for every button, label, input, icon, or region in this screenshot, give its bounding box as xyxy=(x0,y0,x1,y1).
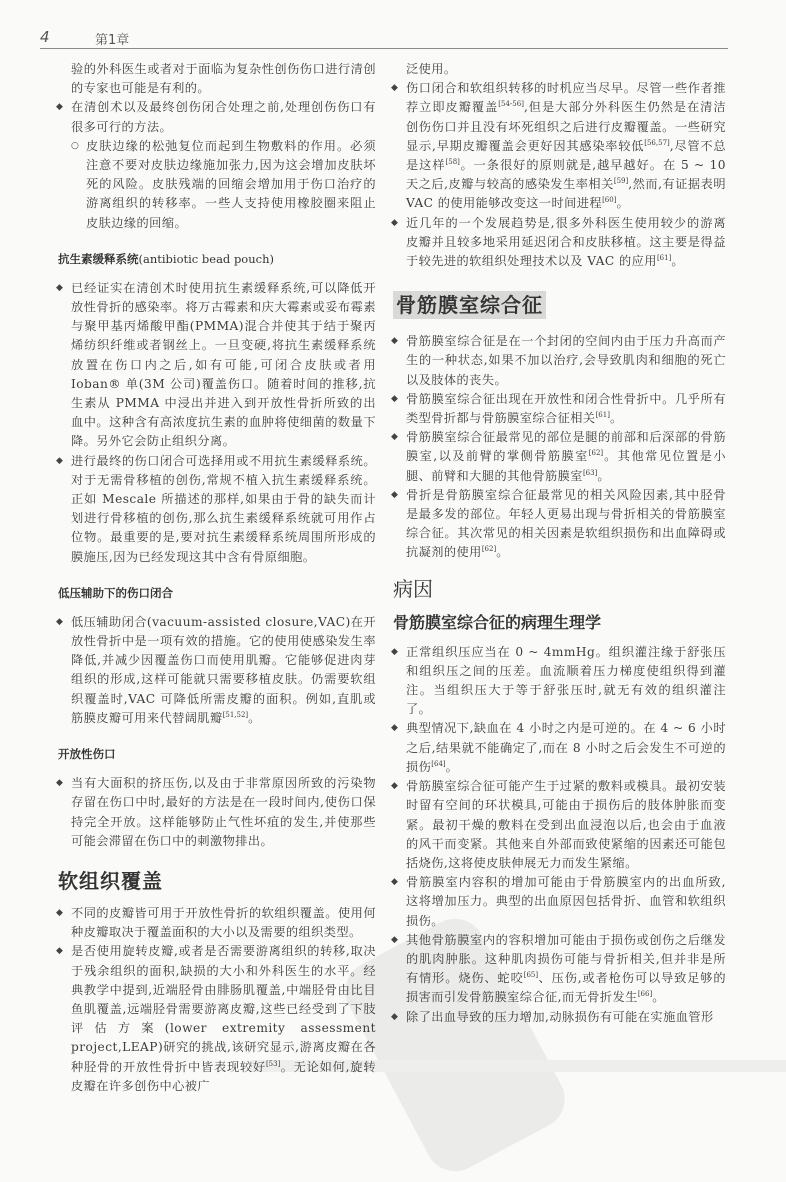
text: 。 xyxy=(616,196,630,211)
text: 典型情况下,缺血在 4 小时之内是可逆的。在 4 ~ 6 小时之后,结果就不能确定了,而在 8 小时之后会发生不可逆的损伤 xyxy=(406,721,726,774)
bullet-item xyxy=(393,390,726,428)
section-heading-cause: 病因 xyxy=(393,576,433,601)
text: ,然而,有证据表明 VAC 的使用能够改变这一时间进程 xyxy=(406,177,726,211)
text: 。 xyxy=(609,411,623,426)
citation: [60] xyxy=(602,196,617,205)
heading-english: (antibiotic bead pouch) xyxy=(138,251,274,266)
text: 伤口闭合和软组织转移的时机应当尽早。尽管一些作者推荐立即皮瓣覆盖 xyxy=(406,81,726,115)
text: 其他骨筋膜室内的容积增加可能由于损伤或创伤之后继发的肌肉肿胀。这种肌肉损伤可能与骨折相关,但并非是所有情形。烧伤、蛇咬 xyxy=(406,932,726,986)
running-header xyxy=(40,28,728,49)
citation: [53] xyxy=(265,1059,281,1068)
right-column xyxy=(393,60,726,1027)
paragraph: 泛使用。 xyxy=(406,62,457,76)
citation: [64] xyxy=(431,759,446,768)
page-number: 4 xyxy=(40,28,50,46)
text: 。 xyxy=(445,759,459,774)
subsection-heading: 骨筋膜室综合征的病理生理学 xyxy=(393,612,602,632)
citation: [63] xyxy=(582,468,598,477)
text: ,但是大部分外科医生仍然是在清洁创伤伤口并且没有坏死组织之后进行皮瓣覆盖。一些研究显示,早期皮瓣覆盖会更好因其感染率较低 xyxy=(406,100,726,153)
text: 。 xyxy=(248,710,261,725)
subsection-heading xyxy=(58,251,376,267)
bullet-item xyxy=(393,486,726,563)
subsection-heading: 低压辅助下的伤口闭合 xyxy=(58,585,173,600)
text: 。其他常见位置是小腿、前臂和大腿的其他骨筋膜室 xyxy=(406,449,726,483)
citation: [58] xyxy=(445,158,460,167)
citation: [51,52] xyxy=(222,710,249,719)
bullet-item xyxy=(393,214,726,272)
left-column xyxy=(58,60,376,1096)
bullet-item: ◆ 当有大面积的挤压伤,以及由于非常原因所致的污染物存留在伤口中时,最好的方法是在一段时间内,使伤口保持完全开放。这样能够防止气性坏疽的发生,并使那些可能会滞留在伤口中的刺激物排出。 xyxy=(58,774,376,851)
text: 近几年的一个发展趋势是,很多外科医生使用较少的游离皮瓣并且较多地采用延迟闭合和皮肤移植。这主要是得益于较先进的软组织处理技术以及 VAC 的应用 xyxy=(406,215,726,269)
bullet-item: ◆ 骨筋膜室综合征是在一个封闭的空间内由于压力升高而产生的一种状态,如果不加以治疗,会导致肌肉和细胞的死亡以及肢体的丧失。 xyxy=(393,332,726,390)
subsection-heading: 开放性伤口 xyxy=(58,747,116,762)
text: 骨折是骨筋膜室综合征最常见的相关风险因素,其中胫骨是最多发的部位。年轻人更易出现与骨折相关的骨筋膜室综合征。其次常见的相关因素是软组织损伤和出血障碍或抗凝剂的使用 xyxy=(406,487,726,560)
text: 低压辅助闭合(vacuum-assisted closure,VAC)在开放性骨折中是一项有效的措施。它的使用使感染发生率降低,并减少因覆盖伤口而使用肌瓣。它能够促进肉芽组织的形成,这样可能就只需要移植皮肤。仍需要软组织覆盖时,VAC 可降低所需皮瓣的面积。例如,直肌或筋膜皮瓣可用来代替阔肌瓣 xyxy=(71,614,376,725)
text: 。无论如何,旋转皮瓣在许多创伤中心被广 xyxy=(71,1059,376,1093)
bullet-item xyxy=(393,719,726,777)
text: 骨筋膜室综合征出现在开放性和闭合性骨折中。几乎所有类型骨折都与骨筋膜室综合征相关 xyxy=(406,391,726,426)
citation: [62] xyxy=(481,545,497,554)
chapter-label: 第1章 xyxy=(95,33,130,48)
citation: [61] xyxy=(595,411,610,420)
citation: [59] xyxy=(613,177,629,186)
citation: [61] xyxy=(656,254,672,263)
bullet-item: ◆ 已经证实在清创术时使用抗生素缓释系统,可以降低开放性骨折的感染率。将万古霉素和庆大霉素或妥布霉素与聚甲基丙烯酸甲酯(PMMA)混合并使其于结于聚丙烯纺织纤维或者钢丝上。一旦变硬,将抗生素缓释系统放置在伤口内之后,如有可能,可闭合皮肤或者用 Ioban® 单(3M 公司)覆盖伤口。随着时间的推移,抗生素从 PMMA 中浸出并进入到开放性骨折所致的出血中。这种含有高浓度抗生素的血肿将使细菌的数量下降。另外它会防止组织分离。 xyxy=(58,279,376,452)
sub-bullet-item: ○ 皮肤边缘的松弛复位而起到生物敷料的作用。必须注意不要对皮肤边缘施加张力,因为这会增加皮肤坏死的风险。皮肤残端的回缩会增加用于伤口治疗的游离组织的转移率。一些人支持使用橡胶圈来阻止皮肤边缘的回缩。 xyxy=(58,137,376,233)
bullet-item: ◆ 不同的皮瓣皆可用于开放性骨折的软组织覆盖。使用何种皮瓣取决于覆盖面积的大小以及需要的组织类型。 xyxy=(58,904,376,942)
text: 是否使用旋转皮瓣,或者是否需要游离组织的转移,取决于残余组织的面积,缺损的大小和外科医生的水平。经典教学中提到,近端胫骨由腓肠肌覆盖,中端胫骨由比目鱼肌覆盖,远端胫骨需要游离皮瓣,这些已经受到了下肢评估方案(lower extremity assessment project,LEAP)研究的挑战,该研究显示,游离皮瓣在各种胫骨的开放性骨折中皆表现较好 xyxy=(71,944,376,1074)
citation: [54-56] xyxy=(498,100,524,109)
text: 。 xyxy=(496,545,509,560)
text: 。 xyxy=(671,254,684,269)
bullet-item xyxy=(58,942,376,1096)
bullet-item: ◆ 进行最终的伤口闭合可选择用或不用抗生素缓释系统。对于无需骨移植的创伤,常规不植入抗生素缓释系统。正如 Mescale 所描述的那样,如果由于骨的缺失而计划进行骨移植的创伤,那么抗生素缓释系统就可用作占位物。最重要的是,要对抗生素缓释系统周围所形成的膜施压,因为已经发现这其中含有骨原细胞。 xyxy=(58,452,376,567)
citation: [65] xyxy=(523,971,539,980)
paragraph: 验的外科医生或者对于面临为复杂性创伤伤口进行清创的专家也可能是有利的。 xyxy=(71,62,376,96)
bullet-item: ◆ 除了出血导致的压力增加,动脉损伤有可能在实施血管形 xyxy=(393,1008,726,1027)
section-heading: 软组织覆盖 xyxy=(58,868,163,893)
text: 骨筋膜室综合征最常见的部位是腿的前部和后深部的骨筋膜室,以及前臂的掌侧骨筋膜室 xyxy=(406,430,726,464)
bullet-item: ◆ 骨筋膜室内容积的增加可能由于骨筋膜室内的出血所致,这将增加压力。典型的出血原因包括骨折、血管和软组织损伤。 xyxy=(393,873,726,931)
section-heading xyxy=(393,289,726,318)
heading-text: 抗生素缓释系统 xyxy=(58,251,139,266)
citation: [66] xyxy=(637,990,653,999)
bullet-item xyxy=(393,428,726,486)
citation: [62] xyxy=(588,449,604,458)
text: ,尽管不总是这样 xyxy=(406,138,726,173)
bullet-item: ◆ 正常组织压应当在 0 ~ 4mmHg。组织灌注缘于舒张压和组织压之间的压差。血流顺着压力梯度使组织得到灌注。当组织压大于等于舒张压时,就无有效的组织灌注了。 xyxy=(393,643,726,720)
bullet-item xyxy=(58,613,376,728)
citation: [56,57] xyxy=(644,138,670,147)
text: 。 xyxy=(597,468,610,483)
bullet-item xyxy=(393,79,726,213)
bullet-item: ◆ 骨筋膜室综合征可能产生于过紧的敷料或模具。最初安装时留有空间的环状模具,可能由于损伤后的肢体肿胀而变紧。最初干燥的敷料在受到出血浸泡以后,也会由于血液的风干而变紧。其他来自外部而致使紧缩的因素还可能包括烧伤,这将使皮肤伸展无力而发生紧缩。 xyxy=(393,777,726,873)
bullet-item: ◆ 在清创术以及最终创伤闭合处理之前,处理创伤伤口有很多可行的方法。 xyxy=(58,98,376,136)
heading-text: 骨筋膜室综合征 xyxy=(393,291,546,319)
bullet-item xyxy=(393,931,726,1008)
text: 。 xyxy=(652,990,665,1005)
text: 、压伤,或者枪伤可以导致足够的损害而引发骨筋膜室综合征,而无骨折发生 xyxy=(406,971,726,1005)
text: 。一条很好的原则就是,越早越好。在 5 ~ 10 天之后,皮瓣与较高的感染发生率相关 xyxy=(406,158,726,192)
